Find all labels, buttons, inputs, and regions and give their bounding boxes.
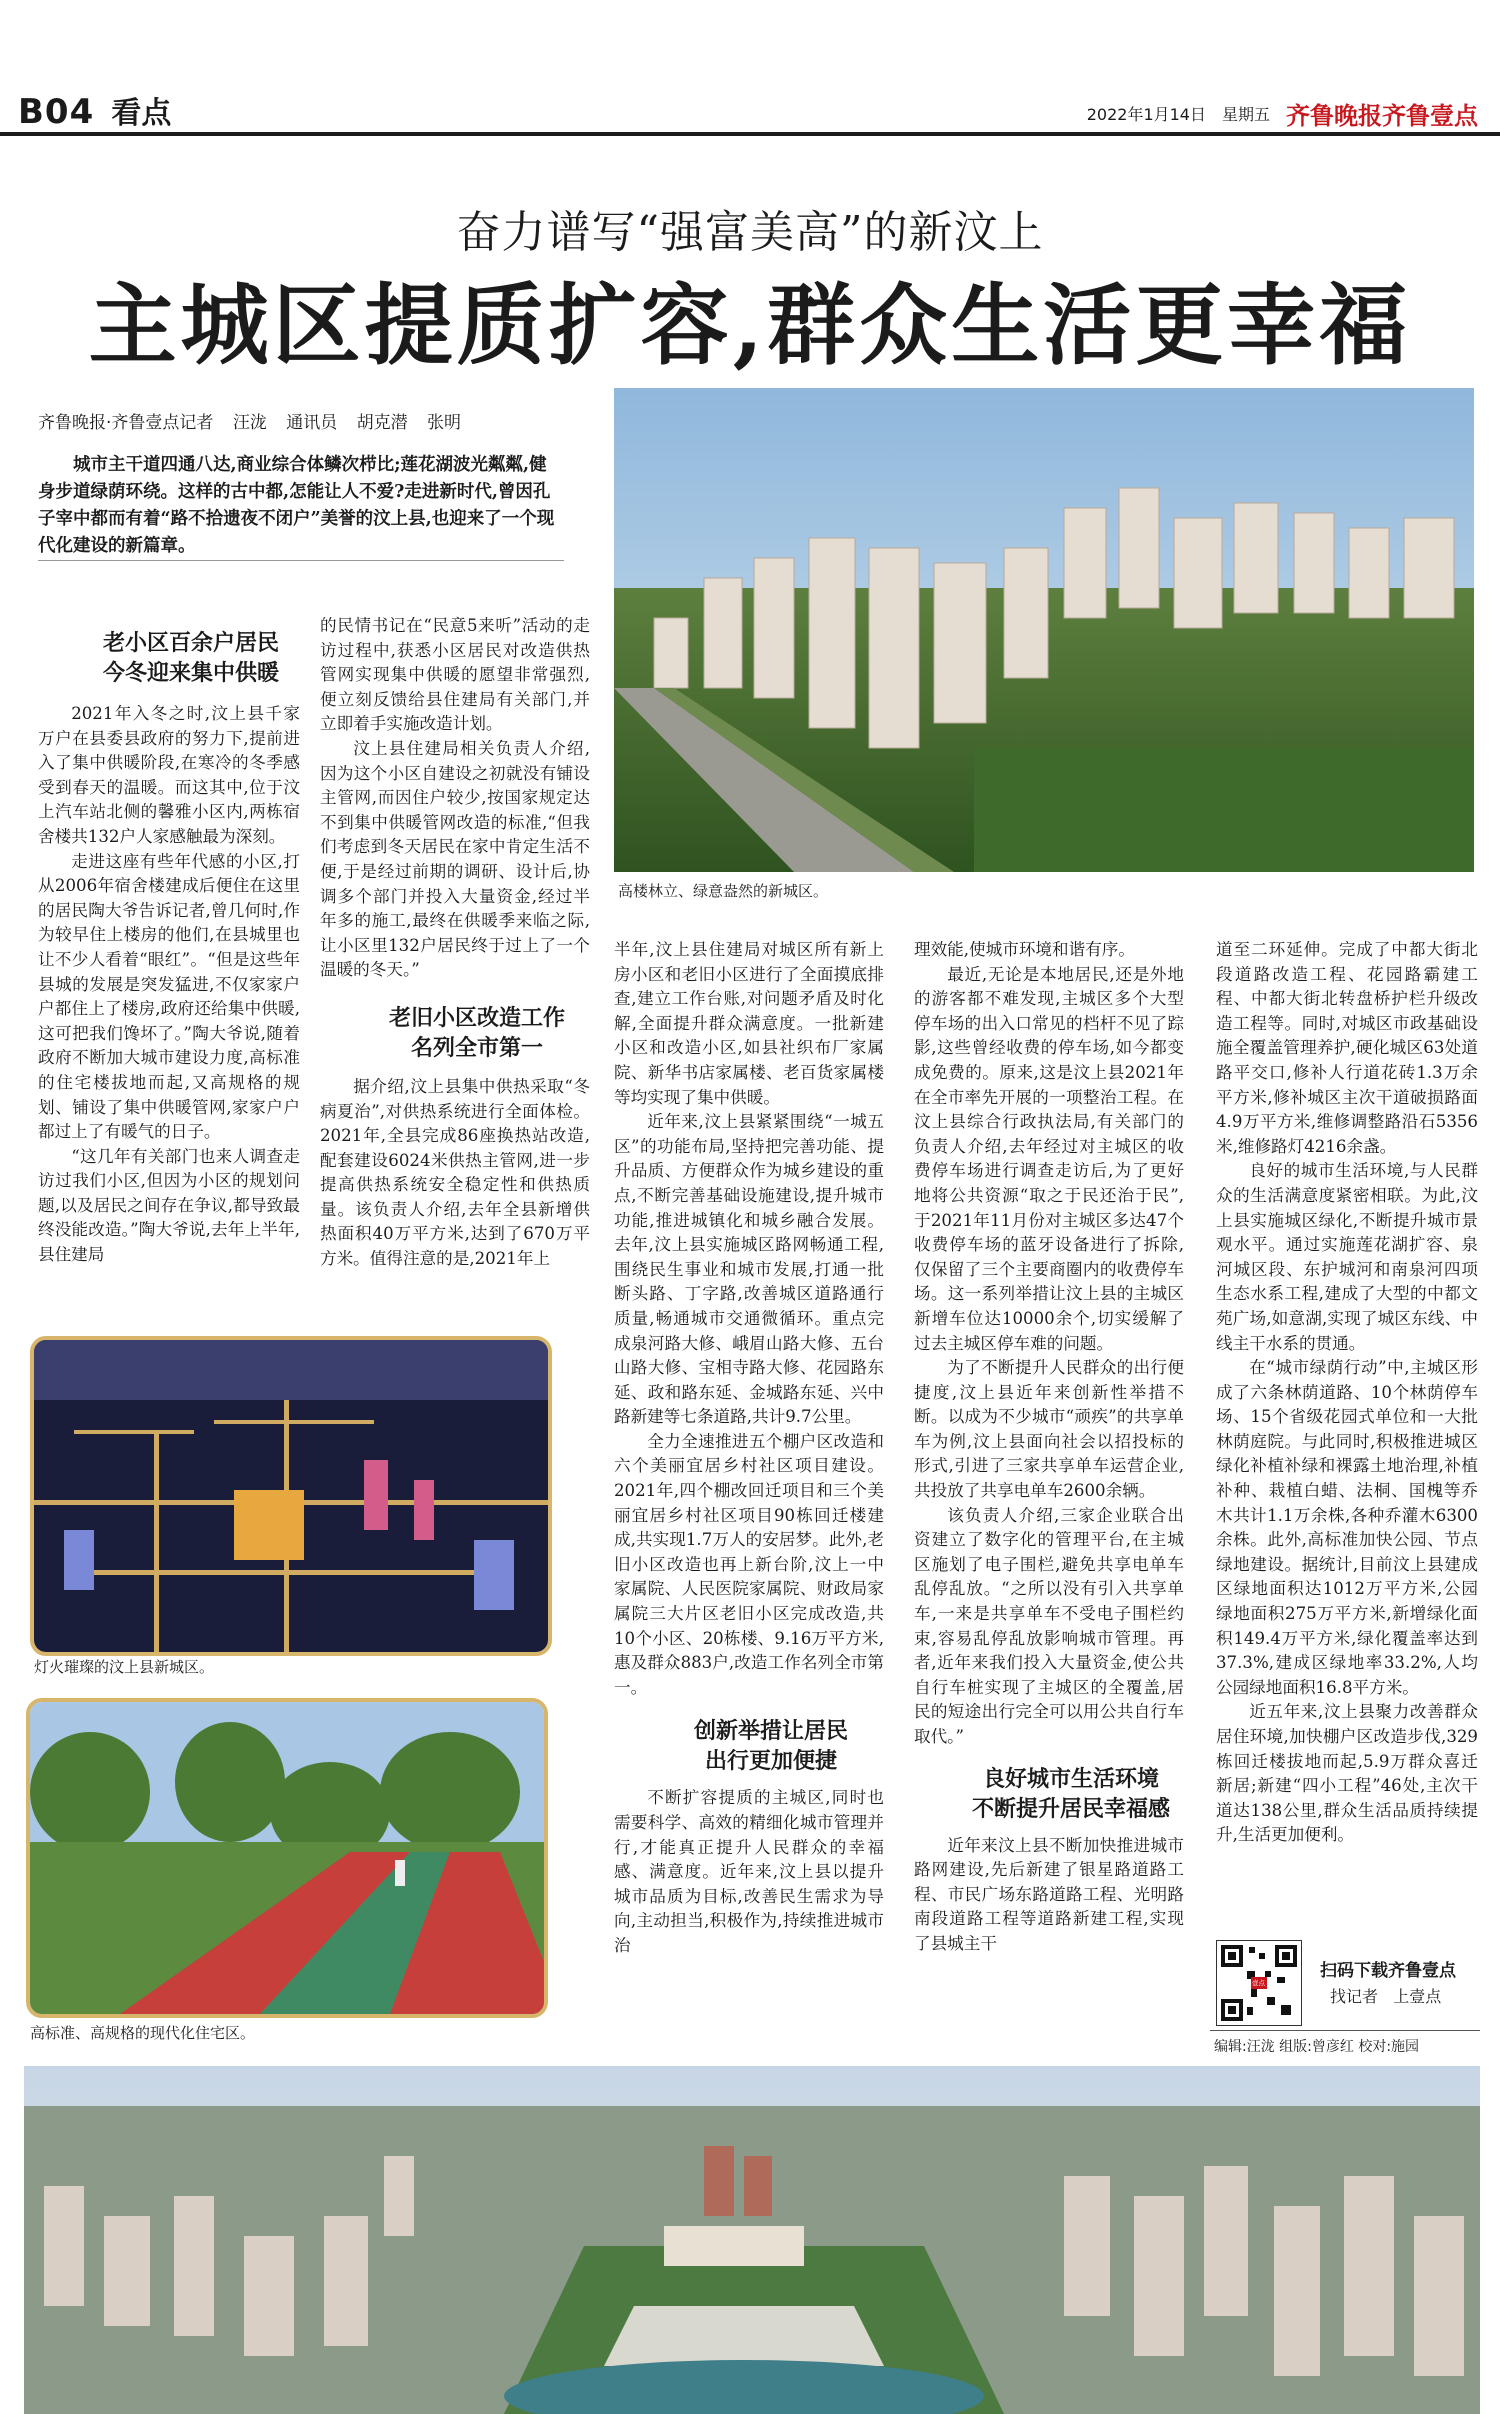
column-2	[320, 614, 590, 1272]
subhead-environment-1: 良好城市生活环境	[982, 1765, 1159, 1792]
photo-night-city	[30, 1336, 552, 1656]
page-header-left	[18, 88, 171, 132]
lead-paragraph: 城市主干道四通八达,商业综合体鳞次栉比;莲花湖波光粼粼,健身步道绿荫环绕。这样的古中都,怎能让人不爱?走进新时代,曾因孔子宰中都而有着“路不拾遗夜不闭户”美誉的汶上县,也迎来了一个现代化建设的新篇章。	[38, 455, 555, 556]
editorial-credits: 编辑:汪泷 组版:曾彦红 校对:施园	[1214, 2039, 1420, 2055]
subhead-renovation-2: 名列全市第一	[410, 1034, 543, 1061]
col3-paragraph: 全力全速推进五个棚户区改造和六个美丽宜居乡村社区项目建设。2021年,四个棚改回迁项目和三个美丽宜居乡村社区项目90栋回迁楼建成,共实现1.7万人的安居梦。此外,老旧小区改造也再上新台阶,汶上一中家属院、人民医院家属院、财政局家属院三大片区老旧小区完成改造,共10个小区、20栋楼、9.16万平方米,惠及群众883户,改造工作名列全市第一。	[614, 1431, 884, 1697]
header-rule	[0, 132, 1500, 136]
subhead-environment-2: 不断提升居民幸福感	[971, 1795, 1170, 1822]
issue-date: 2022年1月14日	[1086, 105, 1206, 124]
section-title: 看点	[111, 96, 172, 131]
headline: 主城区提质扩容,群众生活更幸福	[88, 273, 1412, 377]
col5-paragraph: 良好的城市生活环境,与人民群众的生活满意度紧密相联。为此,汶上县实施城区绿化,不断提升城市景观水平。通过实施莲花湖扩容、泉河城区段、东护城河和南泉河四项生态水系工程,建成了大型的中都文苑广场,如意湖,实现了城区东线、中线主干水系的贯通。	[1216, 1161, 1478, 1353]
col1-paragraph: “这几年有关部门也来人调查走访过我们小区,但因为小区的规划问题,以及居民之间存在争议,都导致最终没能改造。”陶大爷说,去年上半年,县住建局	[38, 1146, 300, 1265]
col3-paragraph: 近年来,汶上县紧紧围绕“一城五区”的功能布局,坚持把完善功能、提升品质、方便群众作为城乡建设的重点,不断完善基础设施建设,提升城市功能,推进城镇化和城乡融合发展。去年,汶上县实施城区路网畅通工程,围绕民生事业和城市发展,打通一批断头路、丁字路,改善城区道路通行质量,畅通城市交通微循环。重点完成泉河路大修、峨眉山路大修、五台山路大修、宝相寺路大修、花园路东延、政和路东延、金城路东延、兴中路新建等七条道路,共计9.7公里。	[614, 1112, 884, 1427]
issue-weekday: 星期五	[1221, 105, 1270, 124]
subhead-travel-2: 出行更加便捷	[704, 1748, 837, 1775]
photo-aerial-city-plaza	[24, 2066, 1480, 2414]
col1-paragraph: 2021年入冬之时,汶上县千家万户在县委县政府的努力下,提前进入了集中供暖阶段,在寒冷的冬季感受到春天的温暖。而这其中,位于汶上汽车站北侧的馨雅小区内,两栋宿舍楼共132户人家感触最为深刻。	[38, 704, 300, 846]
col2-paragraph: 汶上县住建局相关负责人介绍,因为这个小区自建设之初就没有铺设主管网,而因住户较少,按国家规定达不到集中供暖管网改造的标准,“但我们考虑到冬天居民在家中肯定生活不便,于是经过前期的调研、设计后,协调多个部门并投入大量资金,经过半年多的施工,最终在供暖季来临之际,让小区里132户居民终于过上了一个温暖的冬天。”	[320, 738, 590, 980]
caption-night-photo: 灯火璀璨的汶上县新城区。	[34, 1658, 215, 1676]
col5-paragraph: 在“城市绿荫行动”中,主城区形成了六条林荫道路、10个林荫停车场、15个省级花园式单位和一大批林荫庭院。与此同时,积极推进城区绿化补植补绿和裸露土地治理,补植补种、栽植白蜡、法桐、国槐等乔木共计1.1万余株,各种乔灌木6300余株。此外,高标准加快公园、节点绿地建设。据统计,目前汶上县建成区绿地面积达1012万平方米,公园绿地面积275万平方米,新增绿化面积149.4万平方米,绿化覆盖率达到37.3%,建成区绿地率33.2%,人均公园绿地面积16.8平方米。	[1216, 1358, 1478, 1697]
byline	[38, 408, 475, 433]
subhead-travel-1: 创新举措让居民	[693, 1718, 848, 1745]
col2-paragraph: 据介绍,汶上县集中供热采取“冬病夏治”,对供热系统进行全面体检。2021年,全县完成86座换热站改造,配套建设6024米供热主管网,进一步提高供热系统安全稳定性和供热质量。该负责人介绍,去年全县新增供热面积40万平方米,达到了670万平方米。值得注意的是,2021年上	[320, 1076, 590, 1269]
column-3	[614, 938, 884, 1959]
column-5	[1216, 938, 1478, 1848]
col2-paragraph: 的民情书记在“民意5来听”活动的走访过程中,获悉小区居民对改造供热管网实现集中供暖的愿望非常强烈,便立刻反馈给县住建局有关部门,并立即着手实施改造计划。	[320, 616, 590, 734]
col4-paragraph: 为了不断提升人民群众的出行便捷度,汶上县近年来创新性举措不断。以成为不少城市“顽疾”的共享单车为例,汶上县面向社会以招投标的形式,引进了三家共享单车运营企业,共投放了共享电单车2600余辆。	[914, 1358, 1184, 1501]
byline-correspondent-2: 张明	[427, 413, 462, 433]
qr-center-label: 壹点	[1252, 1979, 1265, 1987]
byline-correspondent-1: 胡克潜	[356, 413, 408, 433]
page-number: B04	[18, 92, 95, 132]
credits-rule	[1210, 2030, 1480, 2031]
photo-new-city-district	[614, 388, 1474, 872]
column-1	[38, 628, 300, 1268]
subhead-heating-2: 今冬迎来集中供暖	[102, 660, 279, 686]
col4-paragraph: 该负责人介绍,三家企业联合出资建立了数字化的管理平台,在主城区施划了电子围栏,避免共享电单车乱停乱放。“之所以没有引入共享单车,一来是共享单车不受电子围栏约束,容易乱停乱放影响城市管理。再者,近年来我们投入大量资金,使公共自行车桩实现了主城区的全覆盖,居民的短途出行完全可以用公共自行车取代。”	[914, 1505, 1184, 1746]
col5-paragraph: 道至二环延伸。完成了中都大街北段道路改造工程、花园路霸建工程、中都大街北转盘桥护栏升级改造工程等。同时,对城区市政基础设施全覆盖管理养护,硬化城区63处道路平交口,修补人行道花砖1.3万余平方米,修补城区主次干道破损路面4.9万平方米,维修调整路沿石5356米,维修路灯4216余盏。	[1216, 940, 1478, 1156]
col4-paragraph: 最近,无论是本地居民,还是外地的游客都不难发现,主城区多个大型停车场的出入口常见的档杆不见了踪影,这些曾经收费的停车场,如今都变成免费的。原来,这是汶上县2021年在全市率先开展的一项整治工程。在汶上县综合行政执法局,有关部门的负责人介绍,去年经过对主城区的收费停车场进行调查走访后,为了更好地将公共资源“取之于民还治于民”,于2021年11月份对主城区多达47个收费停车场的蓝牙设备进行了拆除,仅保留了三个主要商圈内的收费停车场。这一系列举措让汶上县的主城区新增车位达10000余个,切实缓解了过去主城区停车难的问题。	[914, 964, 1184, 1353]
subhead-heating-1: 老小区百余户居民	[102, 630, 279, 656]
subhead-renovation-1: 老旧小区改造工作	[388, 1004, 565, 1031]
byline-role: 通讯员	[286, 413, 338, 433]
app-brand: 齐鲁壹点	[1382, 102, 1478, 130]
col4-paragraph: 理效能,使城市环境和谐有序。	[914, 940, 1135, 959]
byline-org: 齐鲁晚报·齐鲁壹点记者	[38, 413, 214, 433]
qr-caption-1: 扫码下载齐鲁壹点	[1320, 1961, 1456, 1981]
caption-top-photo: 高楼林立、绿意盎然的新城区。	[618, 882, 829, 900]
kicker-title: 奋力谱写“强富美高”的新汶上	[456, 207, 1044, 258]
column-4	[914, 938, 1184, 1957]
col3-paragraph: 不断扩容提质的主城区,同时也需要科学、高效的精细化城市管理并行,才能真正提升人民群众的幸福感、满意度。近年来,汶上县以提升城市品质为目标,改善民生需求为导向,主动担当,积极作为,持续推进城市治	[614, 1788, 884, 1955]
newspaper-brand: 齐鲁晚报	[1286, 101, 1382, 130]
page-header-right	[1087, 96, 1478, 131]
qr-code[interactable]	[1216, 1940, 1302, 2026]
lead-divider	[38, 560, 564, 561]
byline-reporter: 汪泷	[232, 413, 267, 433]
col1-paragraph: 走进这座有些年代感的小区,打从2006年宿舍楼建成后便住在这里的居民陶大爷告诉记者,曾几何时,作为较早住上楼房的他们,在县城里也让不少人看着“眼红”。“但是这些年县城的发展是突发猛进,不仅家家户户都住上了楼房,政府还给集中供暖,这可把我们馋坏了。”陶大爷说,随着政府不断加大城市建设力度,高标准的住宅楼拔地而起,又高规格的规划、铺设了集中供暖管网,家家户户都过上了有暖气的日子。	[38, 851, 300, 1142]
col3-paragraph: 半年,汶上县住建局对城区所有新上房小区和老旧小区进行了全面摸底排查,建立工作台账,对问题矛盾及时化解,全面提升群众满意度。一批新建小区和改造小区,如县社织布厂家属院、新华书店家属楼、老百货家属楼等均实现了集中供暖。	[614, 940, 884, 1107]
caption-park-photo: 高标准、高规格的现代化住宅区。	[30, 2024, 256, 2042]
col4-paragraph: 近年来汶上县不断加快推进城市路网建设,先后新建了银星路道路工程、市民广场东路道路工程、光明路南段道路工程等道路新建工程,实现了县城主干	[914, 1835, 1184, 1953]
col5-paragraph: 近五年来,汶上县聚力改善群众居住环境,加快棚户区改造步伐,329栋回迁楼拔地而起,5.9万群众喜迁新居;新建“四小工程”46处,主次干道达138公里,群众生活品质持续提升,生活更加便利。	[1216, 1702, 1478, 1845]
qr-caption-2: 找记者 上壹点	[1330, 1987, 1442, 2006]
photo-park-path	[26, 1698, 548, 2018]
